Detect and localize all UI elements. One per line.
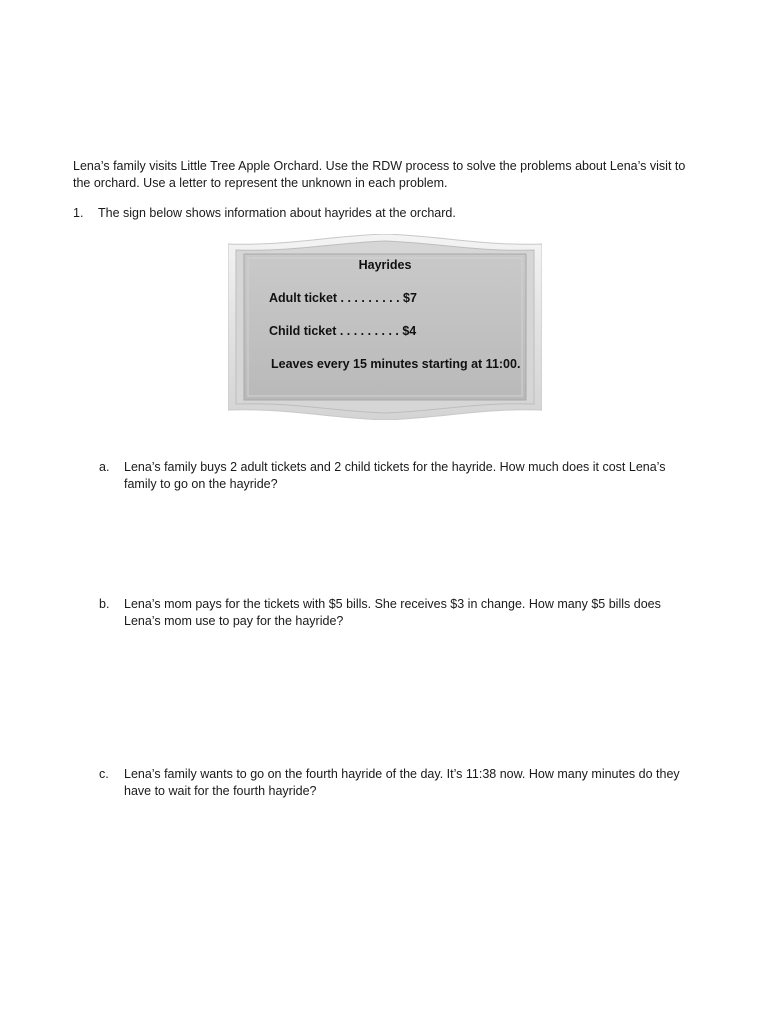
adult-ticket-price: Adult ticket . . . . . . . . . $7 xyxy=(269,291,417,305)
part-letter: a. xyxy=(99,460,110,474)
hayrides-sign xyxy=(228,234,542,420)
problem-text: The sign below shows information about hayrides at the orchard. xyxy=(98,206,456,220)
part-text: Lena’s family wants to go on the fourth hayride of the day. It’s 11:38 now. How many minutes do they have to wait for the fourth hayride? xyxy=(124,767,680,798)
problem-number: 1. xyxy=(73,206,84,220)
child-ticket-price: Child ticket . . . . . . . . . $4 xyxy=(269,324,417,338)
sign-content xyxy=(228,234,542,420)
part-letter: c. xyxy=(99,767,109,781)
problem-1 xyxy=(73,205,693,222)
sign-title: Hayrides xyxy=(358,258,412,272)
part-letter: b. xyxy=(99,597,110,611)
hayride-schedule: Leaves every 15 minutes starting at 11:00. xyxy=(271,357,521,371)
part-text: Lena’s family buys 2 adult tickets and 2 child tickets for the hayride. How much does it cost Lena’s family to go on the hayride? xyxy=(124,460,666,491)
part-text: Lena’s mom pays for the tickets with $5 bills. She receives $3 in change. How many $5 bills does Lena’s mom use to pay for the hayride? xyxy=(124,597,661,628)
intro-paragraph: Lena’s family visits Little Tree Apple Orchard. Use the RDW process to solve the problems about Lena’s visit to the orchard. Use a letter to represent the unknown in each problem. xyxy=(73,159,686,190)
